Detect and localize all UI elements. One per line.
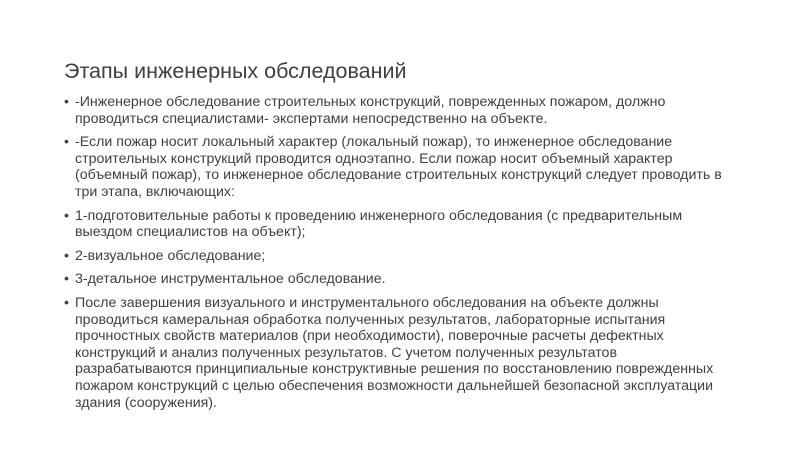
bullet-marker: • (64, 207, 69, 224)
bullet-text: 3-детальное инструментальное обследование. (75, 271, 386, 288)
bullet-marker: • (64, 134, 69, 151)
bullet-item-stage-3 (64, 271, 724, 288)
bullet-marker: • (64, 247, 69, 264)
bullet-text: После завершения визуального и инструментального обследования на объекте должны проводиться камеральная обработка полученных результатов, лабораторные испытания прочностных свойств материалов (при необходимости), поверочные расчеты дефектных конструкций и анализ полученных результатов. С учетом полученных результатов разрабатываются принципиальные конструктивные решения по восстановлению поврежденных пожаром конструкций с целью обеспечения возможности дальнейшей безопасной эксплуатации здания (сооружения). (75, 294, 714, 411)
bullet-item-after-inspection (64, 295, 724, 411)
slide-title: Этапы инженерных обследований (64, 59, 407, 83)
bullet-marker: • (64, 271, 69, 288)
bullet-item-fire-types (64, 134, 724, 200)
bullet-item-inspection-on-site (64, 94, 724, 127)
bullet-marker: • (64, 94, 69, 110)
bullet-item-stage-1 (64, 208, 724, 241)
bullet-text: 1-подготовительные работы к проведению инженерного обследования (с предварительным выездом специалистов на объект); (75, 207, 683, 241)
bullet-item-stage-2 (64, 248, 724, 265)
bullet-text: -Если пожар носит локальный характер (локальный пожар), то инженерное обследование строительных конструкций проводится одноэтапно. Если пожар носит объемный характер (объемный пожар), то инженерное обследование строительных конструкций следует проводить в три этапа, включающих: (75, 134, 722, 200)
bullet-text: 2-визуальное обследование; (75, 247, 266, 264)
bullet-marker: • (64, 294, 69, 311)
bullet-text: -Инженерное обследование строительных конструкций, поврежденных пожаром, должно проводиться специалистами- экспертами непосредственно на объекте. (75, 94, 666, 127)
slide-body (64, 94, 724, 418)
